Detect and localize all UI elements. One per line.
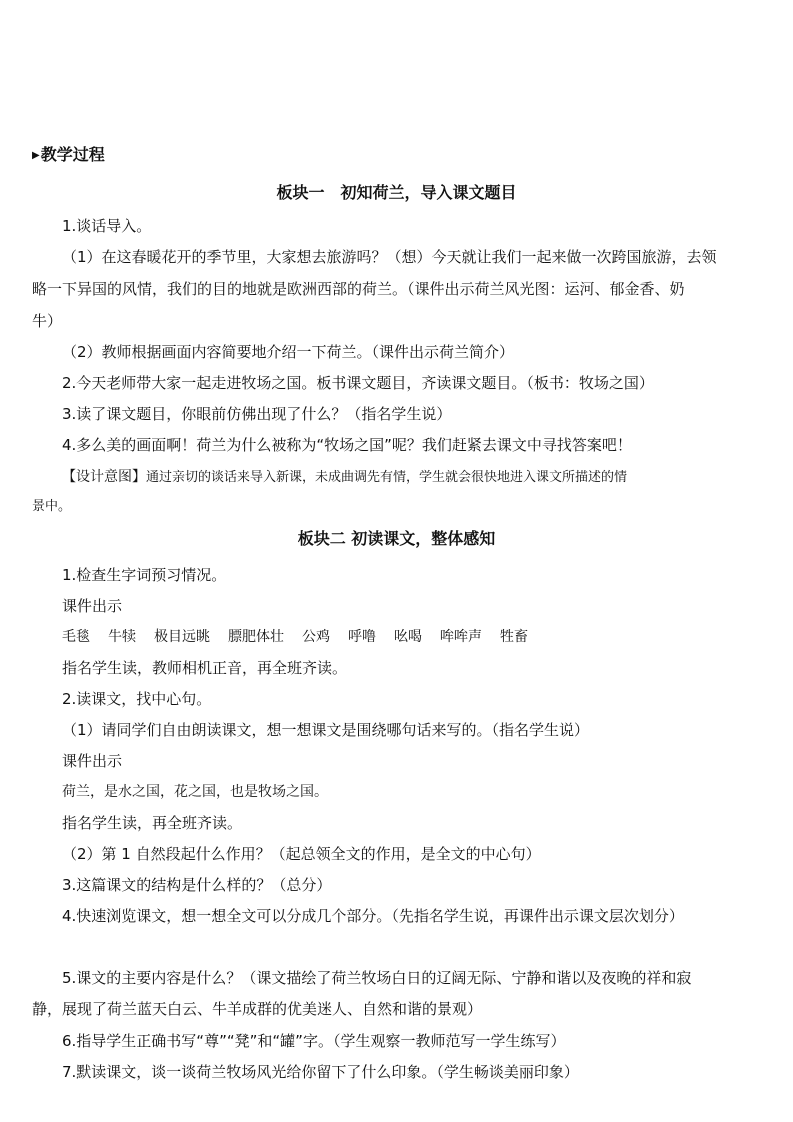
triangle-bullet-icon: ▶ [32,150,40,161]
block1-p2-c: 牛） [32,312,63,330]
block2-p9-a: 5.课文的主要内容是什么？（课文描绘了荷兰牧场白日的辽阔无际、宁静和谐以及夜晚的祥和寂 [62,969,692,987]
vocabulary-words [62,627,546,647]
block2-p4: （1）请同学们自由朗读课文，想一想课文是围绕哪句话来写的。（指名学生说） [62,721,590,739]
block1-p1: 1.谈话导入。 [62,217,152,235]
block1-heading: 板块一 初知荷兰，导入课文题目 [276,183,517,202]
block1-p2-b: 略一下异国的风情，我们的目的地就是欧洲西部的荷兰。（课件出示荷兰风光图：运河、郁金香、奶 [32,280,685,298]
design-intent [62,466,627,488]
vocab-word: 公鸡 [302,629,330,645]
block2-p5: 指名学生读，再全班齐读。 [62,814,243,832]
vocab-word: 哞哞声 [440,629,482,645]
block1-p3: （2）教师根据画面内容简要地介绍一下荷兰。（课件出示荷兰简介） [62,343,515,361]
vocab-word: 毛毯 [62,629,90,645]
block2-p1: 1.检查生字词预习情况。 [62,566,227,584]
vocab-word: 呼噜 [348,629,376,645]
design-intent-text: 通过亲切的谈话来导入新课，未成曲调先有情，学生就会很快地进入课文所描述的情 [146,470,628,485]
vocab-word: 牛犊 [108,629,136,645]
vocab-word: 极目远眺 [154,629,210,645]
block1-p5: 3.读了课文题目，你眼前仿佛出现了什么？（指名学生说） [62,405,452,423]
block2-p11: 7.默读课文，谈一谈荷兰牧场风光给你留下了什么印象。（学生畅谈美丽印象） [62,1063,579,1081]
block1-p6: 4.多么美的画面啊！荷兰为什么被称为“牧场之国”呢？我们赶紧去课文中寻找答案吧！ [62,436,632,454]
block2-p6: （2）第 1 自然段起什么作用？（起总领全文的作用，是全文的中心句） [62,845,541,863]
block2-p2: 指名学生读，教师相机正音，再全班齐读。 [62,659,348,677]
design-intent-text-cont: 景中。 [32,499,72,514]
block2-p10: 6.指导学生正确书写“尊”“凳”和“罐”字。（学生观察一教师范写一学生练写） [62,1032,566,1050]
block2-p3: 2.读课文，找中心句。 [62,690,212,708]
block2-p9-b: 静，展现了荷兰蓝天白云、牛羊成群的优美迷人、自然和谐的景观） [32,1000,483,1018]
design-intent-label: 【设计意图】 [62,469,146,485]
block1-p2-a: （1）在这春暖花开的季节里，大家想去旅游吗？（想）今天就让我们一起来做一次跨国旅游，去领 [62,248,717,266]
block2-p8: 4.快速浏览课文，想一想全文可以分成几个部分。（先指名学生说，再课件出示课文层次划分） [62,907,684,925]
courseware-label-2: 课件出示 [62,752,123,770]
block2-heading: 板块二 初读课文，整体感知 [297,529,496,548]
central-sentence: 荷兰，是水之国，花之国，也是牧场之国。 [62,784,328,800]
vocab-word: 膘肥体壮 [228,629,284,645]
block1-p4: 2.今天老师带大家一起走进牧场之国。板书课文题目，齐读课文题目。（板书：牧场之国） [62,374,654,392]
vocab-word: 吆喝 [394,629,422,645]
section-title: ▶教学过程 [32,145,105,164]
vocab-word: 牲畜 [500,629,528,645]
courseware-label-1: 课件出示 [62,597,123,615]
block2-p7: 3.这篇课文的结构是什么样的？（总分） [62,876,332,894]
